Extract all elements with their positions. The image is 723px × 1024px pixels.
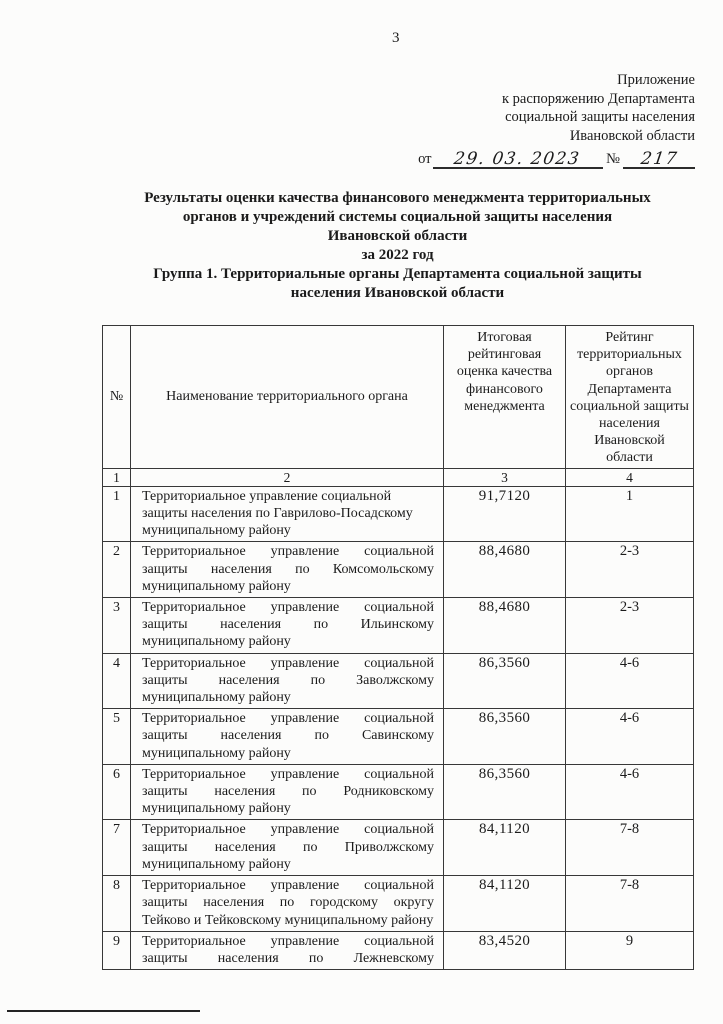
page-number: 3 (392, 30, 400, 46)
row-number-cell: 1 (103, 486, 131, 542)
table-row (103, 764, 694, 820)
column-index: 4 (566, 468, 694, 486)
row-number-cell: 3 (103, 598, 131, 654)
score-cell: 84,1120 (444, 876, 566, 932)
rank-cell: 7-8 (566, 820, 694, 876)
appendix-date-line (418, 150, 695, 169)
table-row (103, 598, 694, 654)
appendix-line: Приложение (617, 72, 695, 88)
number-sign-label: № (606, 151, 620, 167)
appendix-block (418, 71, 695, 169)
col-header-number: № (103, 326, 131, 469)
table-row (103, 542, 694, 598)
rating-table (102, 325, 694, 970)
group-title-line: Группа 1. Территориальные органы Департамента социальной защиты (153, 266, 642, 282)
column-index: 3 (444, 468, 566, 486)
row-number-cell: 8 (103, 876, 131, 932)
column-index-row (103, 468, 694, 486)
column-index: 1 (103, 468, 131, 486)
rank-cell: 9 (566, 931, 694, 969)
score-cell: 86,3560 (444, 653, 566, 709)
row-number-cell: 9 (103, 931, 131, 969)
appendix-line: социальной защиты населения (505, 109, 695, 125)
rank-cell: 1 (566, 486, 694, 542)
row-number-cell: 4 (103, 653, 131, 709)
row-number-cell: 2 (103, 542, 131, 598)
score-cell: 86,3560 (444, 764, 566, 820)
number-underline (623, 150, 695, 169)
org-name-cell: Территориальное управление социальной защиты населения по Ильинскому муниципальному району (131, 598, 444, 654)
org-name-cell: Территориальное управление социальной защиты населения по Заволжскому муниципальному району (131, 653, 444, 709)
date-underline (433, 150, 603, 169)
rank-cell: 4-6 (566, 764, 694, 820)
table-header-row (103, 326, 694, 469)
title-line: за 2022 год (361, 247, 434, 263)
score-cell: 88,4680 (444, 598, 566, 654)
org-name-cell: Территориальное управление социальной защиты населения по Приволжскому муниципальному району (131, 820, 444, 876)
group-title-line: населения Ивановской области (290, 285, 505, 301)
footnote-rule (7, 1010, 200, 1012)
score-cell: 86,3560 (444, 709, 566, 765)
column-index: 2 (131, 468, 444, 486)
row-number-cell: 7 (103, 820, 131, 876)
org-name-cell: Территориальное управление социальной защиты населения по Гаврилово-Посадскому муниципальному району (131, 486, 444, 542)
rank-cell: 2-3 (566, 542, 694, 598)
handwritten-date: 29. 03. 2023 (453, 149, 583, 169)
row-number-cell: 5 (103, 709, 131, 765)
table-row (103, 820, 694, 876)
col-header-org-name: Наименование территориального органа (131, 326, 444, 469)
org-name-cell: Территориальное управление социальной защиты населения по Савинскому муниципальному району (131, 709, 444, 765)
document-title (102, 189, 693, 303)
row-number-cell: 6 (103, 764, 131, 820)
score-cell: 83,4520 (444, 931, 566, 969)
col-header-rank: Рейтинг территориальных органов Департамента социальной защиты населения Ивановской области (566, 326, 694, 469)
table-row (103, 709, 694, 765)
title-line: органов и учреждений системы социальной защиты населения (182, 209, 613, 225)
handwritten-number: 217 (639, 149, 679, 169)
org-name-cell: Территориальное управление социальной защиты населения по Комсомольскому муниципальному району (131, 542, 444, 598)
rank-cell: 2-3 (566, 598, 694, 654)
rank-cell: 4-6 (566, 653, 694, 709)
rank-cell: 7-8 (566, 876, 694, 932)
score-cell: 84,1120 (444, 820, 566, 876)
table-row (103, 653, 694, 709)
appendix-line: к распоряжению Департамента (502, 90, 695, 107)
rank-cell: 4-6 (566, 709, 694, 765)
table-row (103, 876, 694, 932)
table-row (103, 931, 694, 969)
date-prefix-label: от (418, 151, 432, 167)
title-line: Результаты оценки качества финансового менеджмента территориальных (144, 190, 651, 206)
title-line: Ивановской области (327, 228, 468, 244)
table-row (103, 486, 694, 542)
org-name-cell: Территориальное управление социальной защиты населения по Лежневскому (131, 931, 444, 969)
score-cell: 91,7120 (444, 486, 566, 542)
org-name-cell: Территориальное управление социальной защиты населения по Родниковскому муниципальному району (131, 764, 444, 820)
col-header-score: Итоговая рейтинговая оценка качества финансового менеджмента (444, 326, 566, 469)
org-name-cell: Территориальное управление социальной защиты населения по городскому округу Тейково и Тейковскому муниципальному району (131, 876, 444, 932)
appendix-line: Ивановской области (569, 127, 695, 144)
score-cell: 88,4680 (444, 542, 566, 598)
